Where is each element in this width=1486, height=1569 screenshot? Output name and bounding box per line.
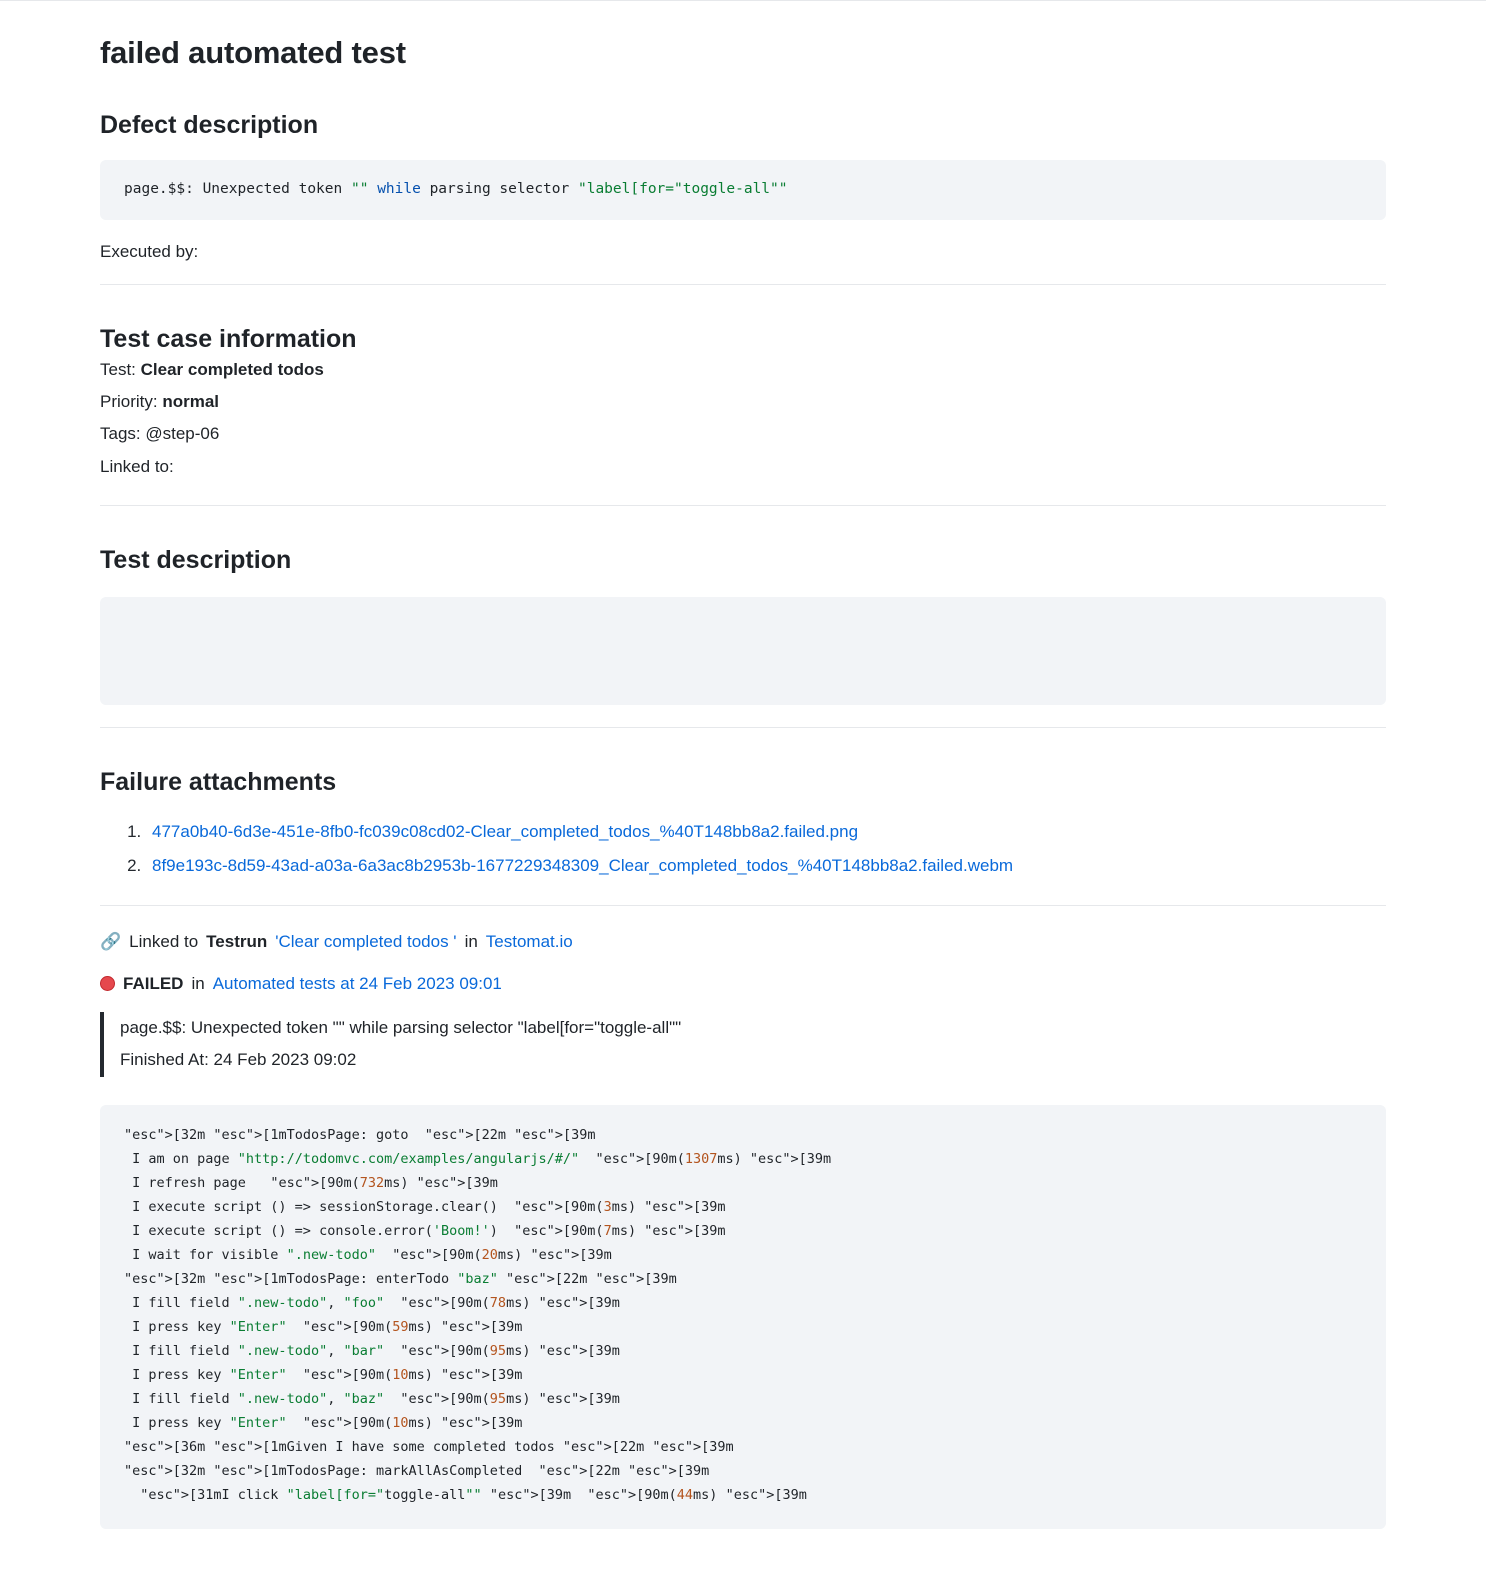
test-description-body	[100, 597, 1386, 705]
test-case-information-heading: Test case information	[100, 324, 357, 353]
top-divider	[0, 0, 1486, 1]
test-case-meta	[100, 354, 1386, 483]
defect-code-selector: "label[for="toggle-all""	[577, 181, 788, 197]
log-line: I fill field ".new-todo", "baz" "esc">[90m(95ms) "esc">[39m	[124, 1390, 620, 1407]
defect-code-keyword: while	[377, 181, 421, 197]
execution-log[interactable]	[100, 1105, 1386, 1529]
log-line: I am on page "http://todomvc.com/examples/angularjs/#/" "esc">[90m(1307ms) "esc">[39m	[124, 1150, 832, 1167]
attachment-list	[100, 815, 1386, 883]
testomat-link[interactable]: Testomat.io	[485, 931, 573, 951]
defect-code-prefix: page.$$: Unexpected token	[124, 181, 351, 197]
attachment-link-png[interactable]: 477a0b40-6d3e-451e-8fb0-fc039c08cd02-Clear_completed_todos_%40T148bb8a2.failed.png	[152, 821, 859, 841]
tags-label: Tags:	[100, 424, 146, 444]
log-line: I wait for visible ".new-todo" "esc">[90m(20ms) "esc">[39m	[124, 1246, 612, 1263]
log-line: I press key "Enter" "esc">[90m(10ms) "esc">[39m	[124, 1366, 523, 1383]
log-line: I fill field ".new-todo", "foo" "esc">[90m(78ms) "esc">[39m	[124, 1294, 620, 1311]
log-line: I fill field ".new-todo", "bar" "esc">[90m(95ms) "esc">[39m	[124, 1342, 620, 1359]
failure-quote	[100, 1012, 1386, 1077]
log-line: I execute script () => console.error('Boom!') "esc">[90m(7ms) "esc">[39m	[124, 1222, 726, 1239]
divider-after-executed-by	[100, 284, 1386, 285]
tags-value: @step-06	[145, 424, 220, 444]
test-description-heading: Test description	[100, 545, 292, 574]
list-item	[146, 849, 1386, 883]
linked-to-label: Linked to:	[100, 456, 174, 476]
failure-attachments-heading: Failure attachments	[100, 767, 337, 796]
log-line: "esc">[36m "esc">[1mGiven I have some completed todos "esc">[22m "esc">[39m	[124, 1438, 734, 1455]
defect-code-mid: parsing selector	[420, 181, 578, 197]
paperclip-icon: 🔗	[100, 931, 122, 951]
divider-after-attachments	[100, 905, 1386, 906]
failure-message: page.$$: Unexpected token "" while parsing selector "label[for="toggle-all""	[120, 1017, 682, 1037]
status-row	[100, 974, 1386, 994]
priority-value: normal	[162, 392, 220, 412]
executed-by-label: Executed by:	[100, 241, 199, 261]
report-page	[0, 35, 1486, 1569]
red-circle-icon	[100, 976, 115, 991]
test-name-row	[100, 354, 1386, 386]
priority-label: Priority:	[100, 392, 163, 412]
test-label: Test:	[100, 359, 141, 379]
log-line: "esc">[31mI click "label[for="toggle-all"" "esc">[39m "esc">[90m(44ms) "esc">[39m	[140, 1486, 807, 1503]
divider-after-test-case	[100, 505, 1386, 506]
log-line: "esc">[32m "esc">[1mTodosPage: goto "esc">[22m "esc">[39m	[124, 1126, 596, 1143]
linked-prefix: Linked to	[129, 931, 199, 951]
log-line: I press key "Enter" "esc">[90m(10ms) "esc">[39m	[124, 1414, 523, 1431]
tags-row	[100, 418, 1386, 450]
linked-entity-label: Testrun	[206, 931, 268, 951]
linked-to-row	[100, 451, 1386, 483]
log-line: I execute script () => sessionStorage.clear() "esc">[90m(3ms) "esc">[39m	[124, 1198, 726, 1215]
page-title: failed automated test	[100, 35, 406, 70]
linked-in-word: in	[464, 931, 478, 951]
list-item	[146, 815, 1386, 849]
priority-row	[100, 386, 1386, 418]
divider-after-description	[100, 727, 1386, 728]
linked-testrun-row	[100, 932, 1386, 952]
log-line: I refresh page "esc">[90m(732ms) "esc">[39m	[124, 1174, 498, 1191]
finished-at: Finished At: 24 Feb 2023 09:02	[120, 1050, 357, 1070]
defect-error-code	[100, 160, 1386, 220]
status-in-word: in	[191, 973, 205, 993]
automated-tests-run-link[interactable]: Automated tests at 24 Feb 2023 09:01	[212, 973, 502, 993]
log-line: I press key "Enter" "esc">[90m(59ms) "esc">[39m	[124, 1318, 523, 1335]
attachment-link-webm[interactable]: 8f9e193c-8d59-43ad-a03a-6a3ac8b2953b-1677229348309_Clear_completed_todos_%40T148bb8a2.failed.webm	[152, 855, 1014, 875]
log-line: "esc">[32m "esc">[1mTodosPage: markAllAsCompleted "esc">[22m "esc">[39m	[124, 1462, 710, 1479]
defect-description-heading: Defect description	[100, 111, 319, 139]
log-line: "esc">[32m "esc">[1mTodosPage: enterTodo "baz" "esc">[22m "esc">[39m	[124, 1270, 677, 1287]
testrun-link[interactable]: 'Clear completed todos '	[275, 931, 457, 951]
defect-code-empty-string: ""	[350, 181, 369, 197]
test-value: Clear completed todos	[140, 359, 324, 379]
status-badge: FAILED	[123, 973, 184, 993]
